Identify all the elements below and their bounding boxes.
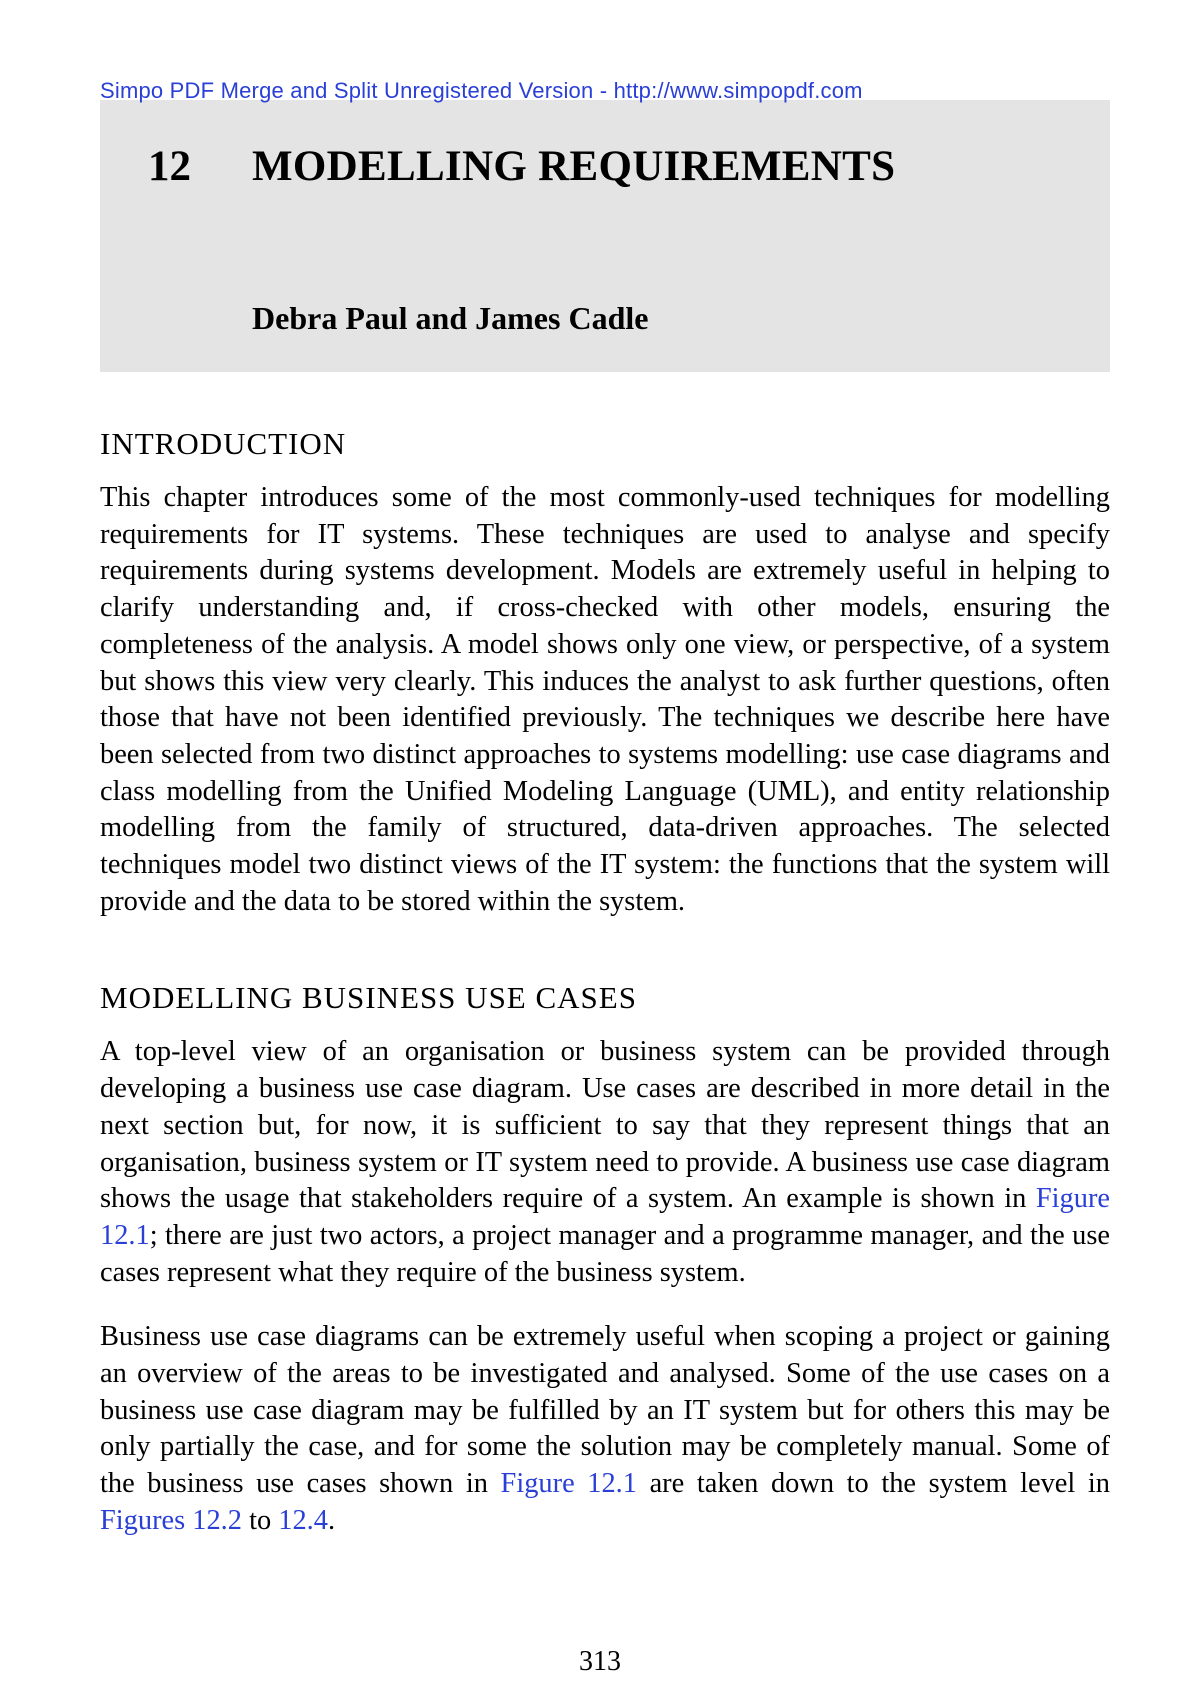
chapter-title: MODELLING REQUIREMENTS: [252, 143, 896, 190]
paragraph-text: .: [327, 1504, 336, 1536]
figure-12-4-link[interactable]: 12.4: [278, 1504, 328, 1536]
paragraph-text: Business use case diagrams can be extremely useful when scoping a project or gaining an overview of the areas to be investigated and analysed. Some of the use cases on a business use case diagram may be fulfilled by an IT system but for others this may be only partially the case, and for some the solution may be completely manual. Some of the business use cases shown in: [100, 1321, 1110, 1500]
paragraph-text: are taken down to the system level in: [636, 1468, 1110, 1500]
chapter-number: 12: [148, 143, 191, 190]
figure-12-1-link[interactable]: Figure 12.1: [500, 1468, 637, 1500]
section-heading-introduction: INTRODUCTION: [100, 426, 347, 461]
chapter-header: [100, 100, 1110, 372]
paragraph-text: ; there are just two actors, a project manager and a programme manager, and the use cases represent what they require of the business system.: [100, 1219, 1110, 1288]
chapter-authors: Debra Paul and James Cadle: [252, 300, 649, 336]
section-heading-business-use-cases: MODELLING BUSINESS USE CASES: [100, 980, 637, 1016]
business-use-cases-paragraph-2: [100, 1319, 1110, 1539]
page-number: 313: [579, 1646, 621, 1677]
page-body: [100, 422, 1110, 1540]
watermark-banner: Simpo PDF Merge and Split Unregistered Version - http://www.simpopdf.com: [100, 78, 863, 103]
introduction-paragraph: This chapter introduces some of the most commonly-used techniques for modelling requirements for IT systems. These techniques are used to analyse and specify requirements during systems development. Models are extremely useful in helping to clarify understanding and, if cross-checked with other models, ensuring the completeness of the analysis. A model shows only one view, or perspective, of a system but shows this view very clearly. This induces the analyst to ask further questions, often those that have not been identified previously. The techniques we describe here have been selected from two distinct approaches to systems modelling: use case diagrams and class modelling from the Unified Modeling Language (UML), and entity relationship modelling from the family of structured, data-driven approaches. The selected techniques model two distinct views of the IT system: the functions that the system will provide and the data to be stored within the system.: [100, 482, 1110, 917]
paragraph-text: to: [241, 1504, 279, 1536]
figure-12-1-link[interactable]: Figure 12.1: [100, 1183, 1110, 1251]
figures-12-2-link[interactable]: Figures 12.2: [100, 1504, 242, 1536]
paragraph-text: A top-level view of an organisation or business system can be provided through developing a business use case diagram. Use cases are described in more detail in the next section but, for now, it is sufficient to say that they represent things that an organisation, business system or IT system need to provide. A business use case diagram shows the usage that stakeholders require of a system. An example is shown in: [100, 1036, 1110, 1215]
business-use-cases-paragraph-1: [100, 1034, 1110, 1291]
